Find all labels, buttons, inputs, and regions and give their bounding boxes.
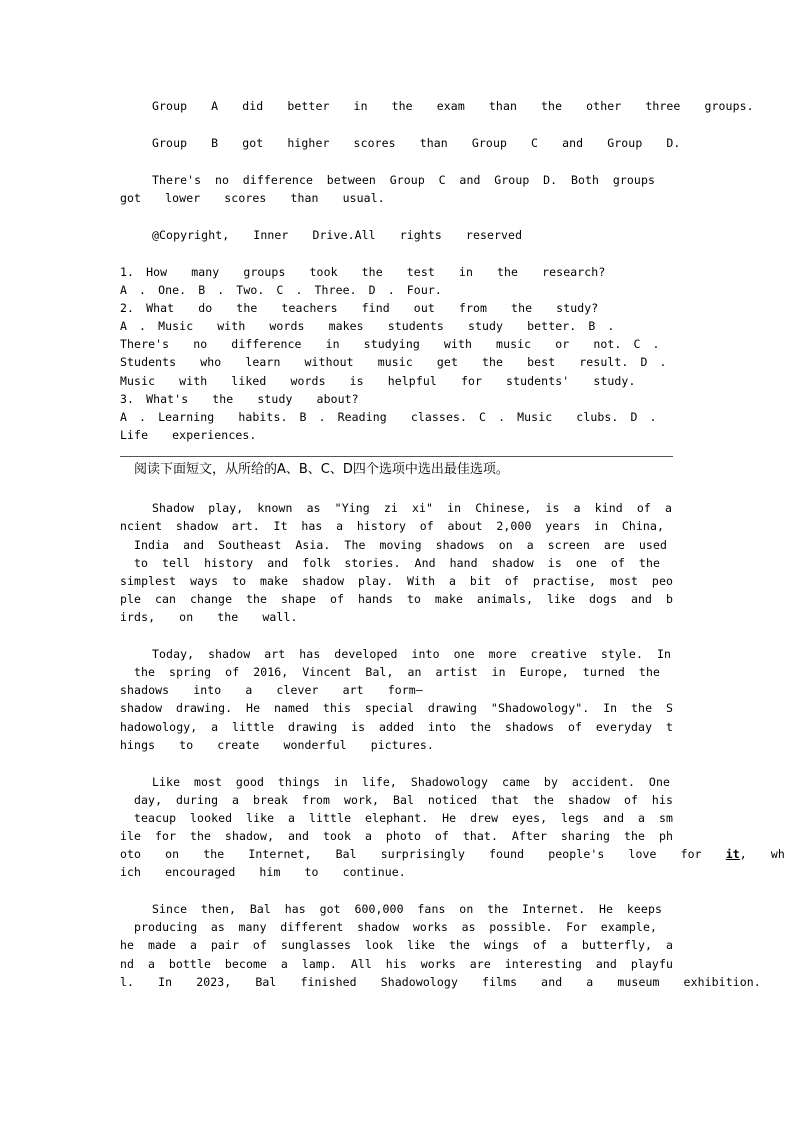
reading-instruction: 阅读下面短文，从所给的A、B、C、D四个选项中选出最佳选项。 <box>134 462 509 477</box>
passage-p4-line3: he made a pair of sunglasses look like the wings of a butterfly, a <box>120 938 673 952</box>
passage-p1-line1: Shadow play, known as "Ying zi xi" in Chinese, is a kind of a <box>152 501 672 515</box>
question-3-options-line1: A . Learning habits. B . Reading classes. C . Music clubs. D . <box>120 410 657 424</box>
passage-p3-line2: day, during a break from work, Bal noticed that the shadow of his <box>134 793 673 807</box>
passage-p3-line5-before: oto on the Internet, Bal surprisingly found people's love for <box>120 847 726 861</box>
statement-group-c-d-line1: There's no difference between Group C and Group D. Both groups <box>152 173 655 187</box>
passage-p1-line4: to tell history and folk stories. And hand shadow is one of the <box>134 556 660 570</box>
passage-p4-line2: producing as many different shadow works as possible. For example, <box>134 920 657 934</box>
passage-p2-line6: hings to create wonderful pictures. <box>120 738 434 752</box>
copyright-line: @Copyright, Inner Drive.All rights reserved <box>152 228 523 242</box>
passage-p1-line5: simplest ways to make shadow play. With a bit of practise, most peo <box>120 574 673 588</box>
passage-p3-line3: teacup looked like a little elephant. He drew eyes, legs and a sm <box>134 811 673 825</box>
passage-p4-line4: nd a bottle become a lamp. All his works are interesting and playfu <box>120 957 673 971</box>
passage-p2-line3: shadows into a clever art form— <box>120 683 423 697</box>
passage-p1-line7: irds, on the wall. <box>120 610 298 624</box>
passage-p1-line3: India and Southeast Asia. The moving shadows on a screen are used <box>134 538 667 552</box>
question-1-options: A . One. B . Two. C . Three. D . Four. <box>120 283 442 297</box>
passage-p2-line4: shadow drawing. He named this special drawing "Shadowology". In the S <box>120 701 673 715</box>
question-2-options-line2: There's no difference in studying with music or not. C . <box>120 337 660 351</box>
passage-p3-line4: ile for the shadow, and took a photo of that. After sharing the ph <box>120 829 673 843</box>
question-3: 3. What's the study about? <box>120 392 359 406</box>
question-2-options-line4: Music with liked words is helpful for students' study. <box>120 374 636 388</box>
statement-group-a: Group A did better in the exam than the other three groups. <box>152 99 754 113</box>
passage-p1-line6: ple can change the shape of hands to make animals, like dogs and b <box>120 592 673 606</box>
statement-group-b: Group B got higher scores than Group C and Group D. <box>152 136 681 150</box>
question-2-options-line1: A . Music with words makes students study better. B . <box>120 319 615 333</box>
passage-p3-line5 <box>120 845 785 863</box>
question-2: 2. What do the teachers find out from the study? <box>120 301 599 315</box>
passage-p2-line1: Today, shadow art has developed into one more creative style. In <box>152 647 671 661</box>
section-divider <box>120 456 673 457</box>
passage-p4-line1: Since then, Bal has got 600,000 fans on the Internet. He keeps <box>152 902 662 916</box>
passage-p2-line2: the spring of 2016, Vincent Bal, an artist in Europe, turned the <box>134 665 660 679</box>
passage-p2-line5: hadowology, a little drawing is added into the shadows of everyday t <box>120 720 673 734</box>
passage-p1-line2: ncient shadow art. It has a history of about 2,000 years in China, <box>120 519 664 533</box>
underlined-word-it: it <box>725 847 740 861</box>
question-1: 1. How many groups took the test in the research? <box>120 265 606 279</box>
passage-p3-line1: Like most good things in life, Shadowology came by accident. One <box>152 775 670 789</box>
question-3-options-line2: Life experiences. <box>120 428 257 442</box>
passage-p3-line5-after: , wh <box>739 847 785 861</box>
question-2-options-line3: Students who learn without music get the best result. D . <box>120 355 667 369</box>
passage-p4-line5: l. In 2023, Bal finished Shadowology films and a museum exhibition. <box>120 975 761 989</box>
statement-group-c-d-line2: got lower scores than usual. <box>120 191 385 205</box>
passage-p3-line6: ich encouraged him to continue. <box>120 865 406 879</box>
